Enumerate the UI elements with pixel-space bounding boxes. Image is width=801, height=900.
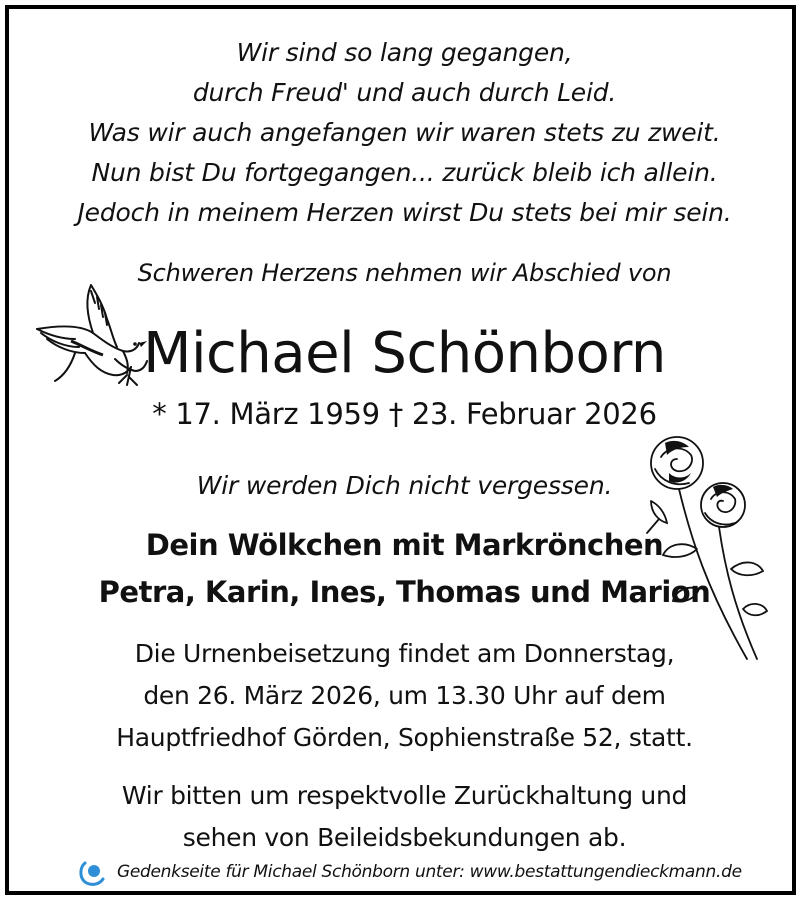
- family-signature-2: Petra, Karin, Ines, Thomas und Marion: [98, 575, 711, 609]
- memorial-logo-icon: [77, 857, 107, 887]
- memorial-page-footer[interactable]: [77, 857, 742, 887]
- farewell-intro: Schweren Herzens nehmen wir Abschied von: [137, 259, 672, 287]
- life-dates: * 17. März 1959 † 23. Februar 2026: [152, 397, 657, 431]
- urn-line: Hauptfriedhof Görden, Sophienstraße 52, statt.: [116, 723, 693, 752]
- family-signature-1: Dein Wölkchen mit Markrönchen: [145, 528, 664, 562]
- deceased-name: Michael Schönborn: [143, 321, 666, 386]
- poem-line: durch Freud' und auch durch Leid.: [192, 78, 617, 107]
- obituary-frame: [5, 5, 796, 895]
- poem-line: Wir sind so lang gegangen,: [236, 38, 573, 67]
- memorial-page-link[interactable]: Gedenkseite für Michael Schönborn unter: www.bestattungendieckmann.de: [117, 862, 742, 882]
- poem-line: Nun bist Du fortgegangen... zurück bleib ich allein.: [91, 158, 718, 187]
- urn-burial-notice: [9, 633, 800, 759]
- poem-line: Jedoch in meinem Herzen wirst Du stets bei mir sein.: [77, 198, 732, 227]
- urn-line: den 26. März 2026, um 13.30 Uhr auf dem: [143, 681, 666, 710]
- respect-line: sehen von Beileidsbekundungen ab.: [182, 823, 627, 852]
- poem: [9, 33, 800, 233]
- poem-line: Was wir auch angefangen wir waren stets zu zweit.: [88, 118, 721, 147]
- urn-line: Die Urnenbeisetzung findet am Donnerstag,: [134, 639, 675, 668]
- condolence-request: [9, 775, 800, 859]
- remembrance-line: Wir werden Dich nicht vergessen.: [196, 471, 613, 500]
- respect-line: Wir bitten um respektvolle Zurückhaltung und: [121, 781, 688, 810]
